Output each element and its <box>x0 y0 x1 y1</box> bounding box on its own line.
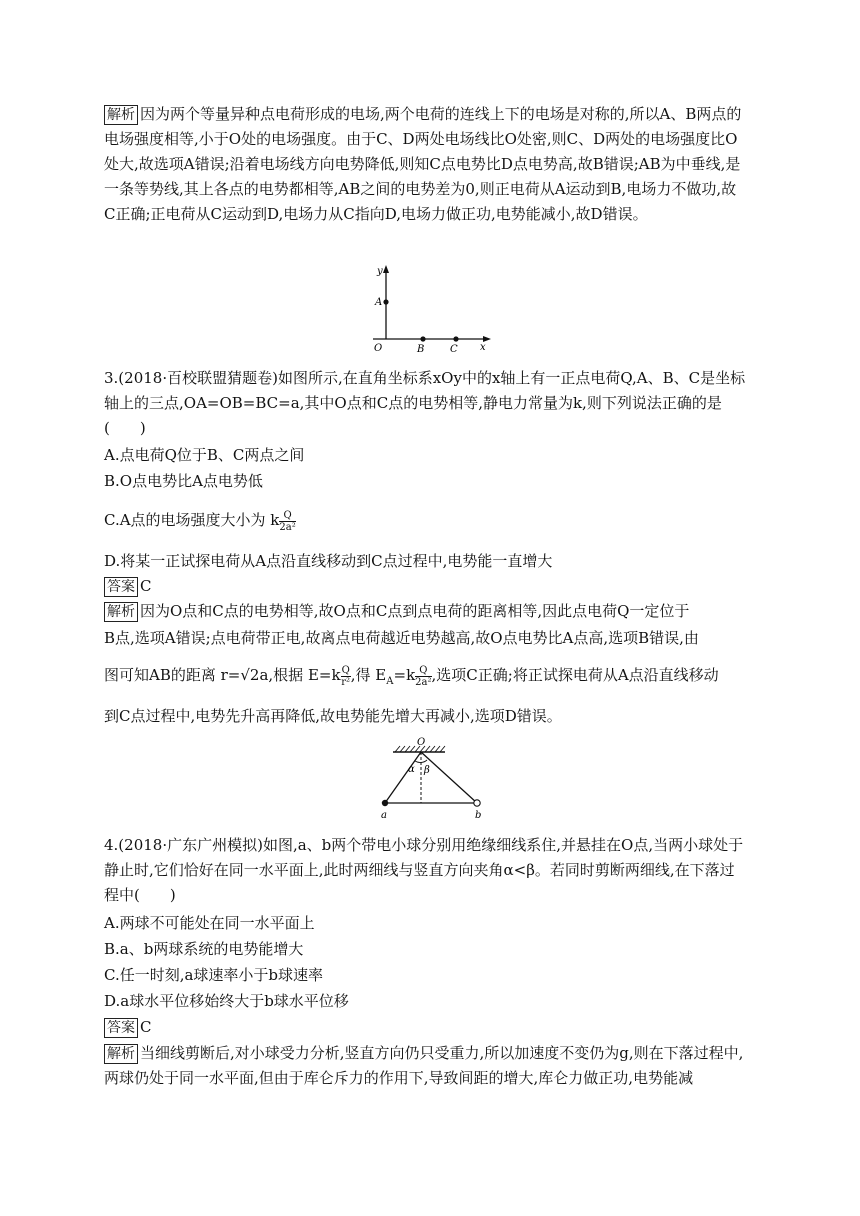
label-c: C <box>450 344 458 354</box>
q3-option-d: D.将某一正试探电荷从A点沿直线移动到C点过程中,电势能一直增大 <box>104 552 553 570</box>
q4-analysis <box>104 1041 749 1091</box>
label-b: b <box>475 810 482 821</box>
fraction-e: $\frac{Q}{\text{r²}}$ <box>341 664 351 688</box>
ball-b <box>474 800 480 806</box>
prev-analysis-text: 因为两个等量异种点电荷形成的电场,两个电荷的连线上下的电场是对称的,所以A、B两点的电场强度相等,小于O处的电场强度。由于C、D两处电场线比O处密,则C、D两处的电场强度比O处大,故选项A错误;沿着电场线方向电势降低,则知C点电势比D点电势高,故B错误;AB为中垂线,是一条等势线,其上各点的电势都相等,AB之间的电势差为0,则正电荷从A运动到B,电场力不做功,故C正确;正电荷从C运动到D,电场力从C指向D,电场力做正功,电势能减小,故D错误。 <box>104 105 742 223</box>
q4-option-d: D.a球水平位移始终大于b球水平位移 <box>104 992 349 1010</box>
point-c <box>453 336 458 341</box>
q3-option-c-text: C.A点的电场强度大小为 k <box>104 511 280 529</box>
q4-analysis-text: 当细线剪断后,对小球受力分析,竖直方向仍只受重力,所以加速度不变仍为g,则在下落过程中,两球仍处于同一水平面,但由于库仑斥力的作用下,导致间距的增大,库仑力做正功,电势能减 <box>104 1044 744 1087</box>
q4-option-c: C.任一时刻,a球速率小于b球速率 <box>104 966 324 984</box>
q3-analysis-line-2: B点,选项A错误;点电荷带正电,故离点电荷越近电势越高,故O点电势比A点高,选项B错误,由 <box>104 629 699 647</box>
ball-a <box>382 800 388 806</box>
q3-option-b: B.O点电势比A点电势低 <box>104 472 263 490</box>
analysis-tag: 解析 <box>104 105 138 125</box>
q3-analysis-line-3: 图可知AB的距离 r=√2a,根据 E=k $\frac{Q}{\text{r²}}$ ,得 $E_A=k$ $\frac{Q}{\text{2a²}}$ ,选项C正确;将正试探电荷从A点沿直线移动 <box>104 664 719 688</box>
q3-stem: 3.(2018·百校联盟猜题卷)如图所示,在直角坐标系xOy中的x轴上有一正点电荷Q,A、B、C是坐标轴上的三点,OA=OB=BC=a,其中O点和C点的电势相等,静电力常量为k,则下列说法正确的是( ) <box>104 369 746 437</box>
figure-suspended-balls <box>375 736 495 822</box>
label-a: a <box>381 810 387 821</box>
fraction-ea: $\frac{Q}{\text{2a²}}$ <box>415 664 432 688</box>
label-beta: β <box>424 765 430 776</box>
label-a: A <box>375 297 383 308</box>
analysis-tag: 解析 <box>104 602 138 622</box>
q4-stem: 4.(2018·广东广州模拟)如图,a、b两个带电小球分别用绝缘细线系住,并悬挂在O点,当两小球处于静止时,它们恰好在同一水平面上,此时两细线与竖直方向夹角α<β。若同时剪断两细线,在下落过程中( ) <box>104 836 744 904</box>
point-a <box>383 299 388 304</box>
q3-option-c <box>104 508 754 533</box>
answer-tag: 答案 <box>104 577 138 597</box>
q3-answer-value: C <box>140 577 152 595</box>
label-o: O <box>417 737 426 748</box>
q3-analysis-line-4: 到C点过程中,电势先升高再降低,故电势能先增大再减小,选项D错误。 <box>104 707 562 725</box>
label-x: x <box>480 342 486 353</box>
point-b <box>420 336 425 341</box>
label-o: O <box>374 343 383 354</box>
label-b: B <box>417 344 425 354</box>
q3-analysis-line-1: 解析 因为O点和C点的电势相等,故O点和C点到点电荷的距离相等,因此点电荷Q一定位于 <box>104 599 754 624</box>
q3-answer <box>104 574 754 599</box>
figure-coordinate-axes <box>360 262 495 354</box>
q3-option-a: A.点电荷Q位于B、C两点之间 <box>104 446 305 464</box>
label-y: y <box>377 266 383 277</box>
q3-option-c-fraction: $\frac{Q}{\text{2a²}}$ <box>279 509 296 533</box>
label-alpha: α <box>408 764 415 775</box>
q4-answer-value: C <box>140 1018 152 1036</box>
prev-analysis <box>104 102 744 227</box>
answer-tag: 答案 <box>104 1018 138 1038</box>
analysis-tag: 解析 <box>104 1044 138 1064</box>
q4-answer <box>104 1015 754 1040</box>
q4-option-a: A.两球不可能处在同一水平面上 <box>104 914 315 932</box>
q4-option-b: B.a、b两球系统的电势能增大 <box>104 940 304 958</box>
